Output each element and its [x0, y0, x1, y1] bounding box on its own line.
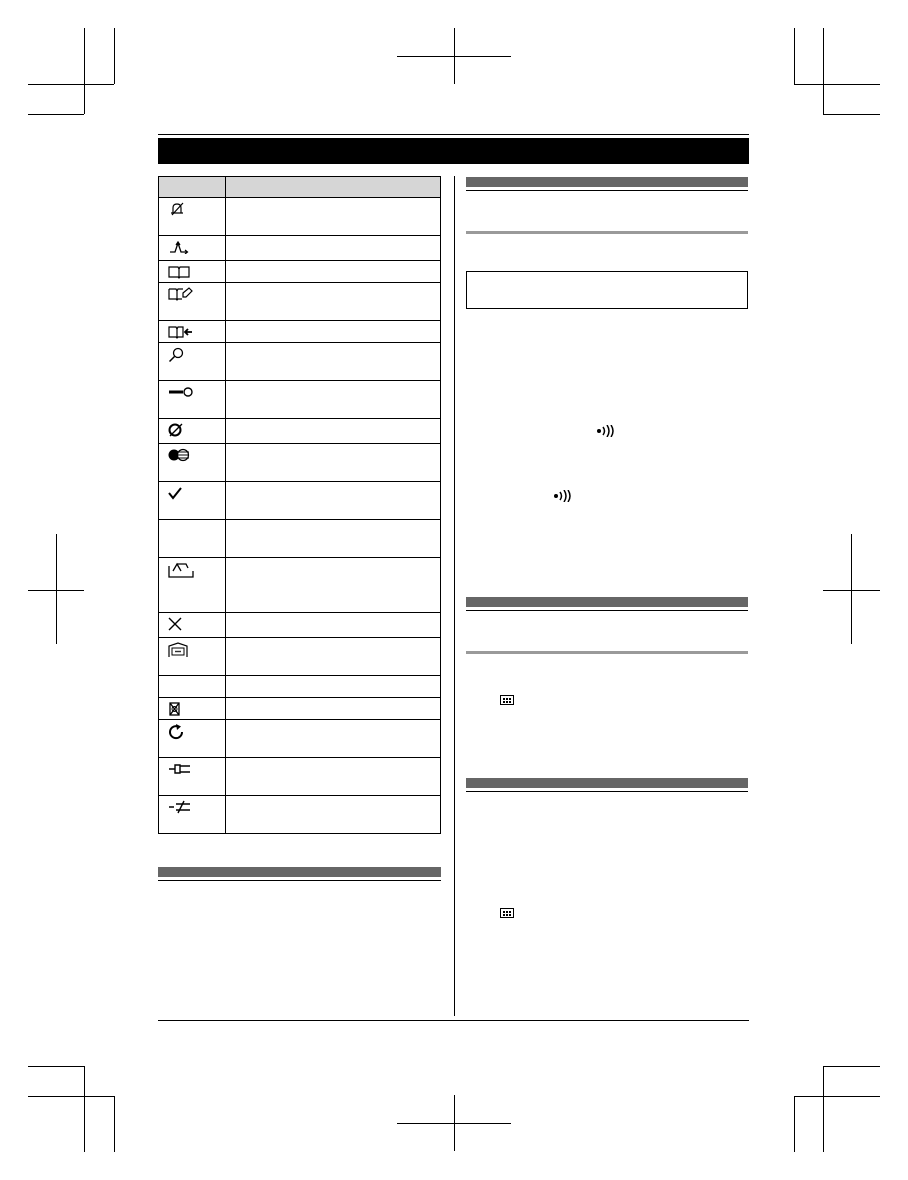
table-row — [159, 482, 441, 520]
section-rule — [466, 791, 748, 792]
redial-icon — [168, 724, 194, 738]
phonebook-copy-icon — [168, 325, 194, 339]
table-row — [159, 381, 441, 419]
crop-mark — [851, 534, 852, 644]
section-bar — [466, 597, 748, 607]
section-bar — [158, 867, 441, 877]
alarm-off-icon — [168, 423, 194, 437]
table-cell — [226, 261, 441, 283]
table-cell — [226, 638, 441, 676]
keypad-icon — [500, 695, 514, 705]
table-cell — [226, 236, 441, 261]
table-row — [159, 520, 441, 558]
table-cell — [226, 381, 441, 419]
crop-mark — [84, 1066, 85, 1152]
ringer-off-icon — [168, 202, 194, 216]
table-cell — [226, 720, 441, 758]
crop-mark — [794, 1096, 795, 1152]
table-cell — [226, 444, 441, 482]
table-row — [159, 720, 441, 758]
crop-mark — [114, 28, 115, 84]
table-header-icon — [159, 177, 226, 198]
crop-mark — [823, 114, 880, 115]
crop-mark — [454, 1095, 455, 1151]
subsection-bar — [466, 651, 748, 654]
table-row — [159, 796, 441, 834]
table-row — [159, 261, 441, 283]
key-lock-icon — [168, 385, 194, 399]
call-forward-icon — [168, 240, 194, 254]
crop-mark — [794, 84, 880, 85]
table-row — [159, 283, 441, 321]
table-row — [159, 613, 441, 638]
table-row — [159, 198, 441, 236]
keypad-icon — [500, 908, 514, 918]
crop-mark — [454, 28, 455, 84]
crop-mark — [823, 28, 824, 114]
crop-mark — [56, 534, 57, 644]
table-row — [159, 698, 441, 720]
table-cell — [226, 520, 441, 558]
table-cell — [226, 698, 441, 720]
table-row — [159, 558, 441, 613]
crop-mark — [28, 1096, 114, 1097]
phonebook-edit-icon — [168, 287, 194, 301]
table-cell — [226, 796, 441, 834]
table-row — [159, 321, 441, 343]
icon-table — [158, 176, 441, 834]
header-rule — [158, 134, 749, 135]
message-back-icon — [168, 562, 194, 576]
table-cell — [226, 343, 441, 381]
header-bar — [158, 138, 749, 164]
table-cell — [226, 198, 441, 236]
table-row — [159, 419, 441, 444]
crop-mark — [114, 1096, 115, 1152]
table-cell — [226, 613, 441, 638]
table-row — [159, 676, 441, 698]
section-rule — [158, 880, 441, 881]
crop-mark — [823, 1066, 824, 1152]
talk-icon — [553, 490, 573, 504]
talk-icon — [596, 425, 616, 439]
crop-mark — [28, 84, 114, 85]
phonebook-icon — [168, 265, 194, 279]
note-box — [466, 271, 748, 309]
table-cell — [226, 758, 441, 796]
section-bar — [466, 177, 748, 187]
plug-disconnected-icon — [168, 800, 194, 814]
table-row — [159, 444, 441, 482]
column-divider — [454, 176, 455, 1016]
table-row — [159, 343, 441, 381]
crop-mark — [794, 28, 795, 84]
footer-rule — [158, 1020, 749, 1021]
crop-mark — [823, 1066, 880, 1067]
crop-mark — [794, 1096, 880, 1097]
blank-icon — [168, 524, 194, 538]
crop-mark — [28, 114, 84, 115]
table-cell — [226, 321, 441, 343]
cross-icon — [168, 617, 194, 631]
table-row — [159, 236, 441, 261]
section-rule — [466, 610, 748, 611]
crop-mark — [84, 28, 85, 114]
search-icon — [168, 347, 194, 361]
plug-connected-icon — [168, 762, 194, 776]
table-row — [159, 638, 441, 676]
table-cell — [226, 482, 441, 520]
section-rule — [466, 190, 748, 191]
table-cell — [226, 558, 441, 613]
table-header-meaning — [226, 177, 441, 198]
mute-icon — [168, 702, 194, 716]
section-bar — [466, 778, 748, 788]
table-cell — [226, 283, 441, 321]
table-row — [159, 758, 441, 796]
table-cell — [226, 676, 441, 698]
table-header-row — [159, 177, 441, 198]
intercom-icon — [168, 642, 194, 656]
time-settings-icon — [168, 448, 194, 462]
blank-icon — [168, 680, 194, 694]
crop-mark — [28, 1066, 84, 1067]
subsection-bar — [466, 231, 748, 234]
table-cell — [226, 419, 441, 444]
check-icon — [168, 486, 194, 500]
